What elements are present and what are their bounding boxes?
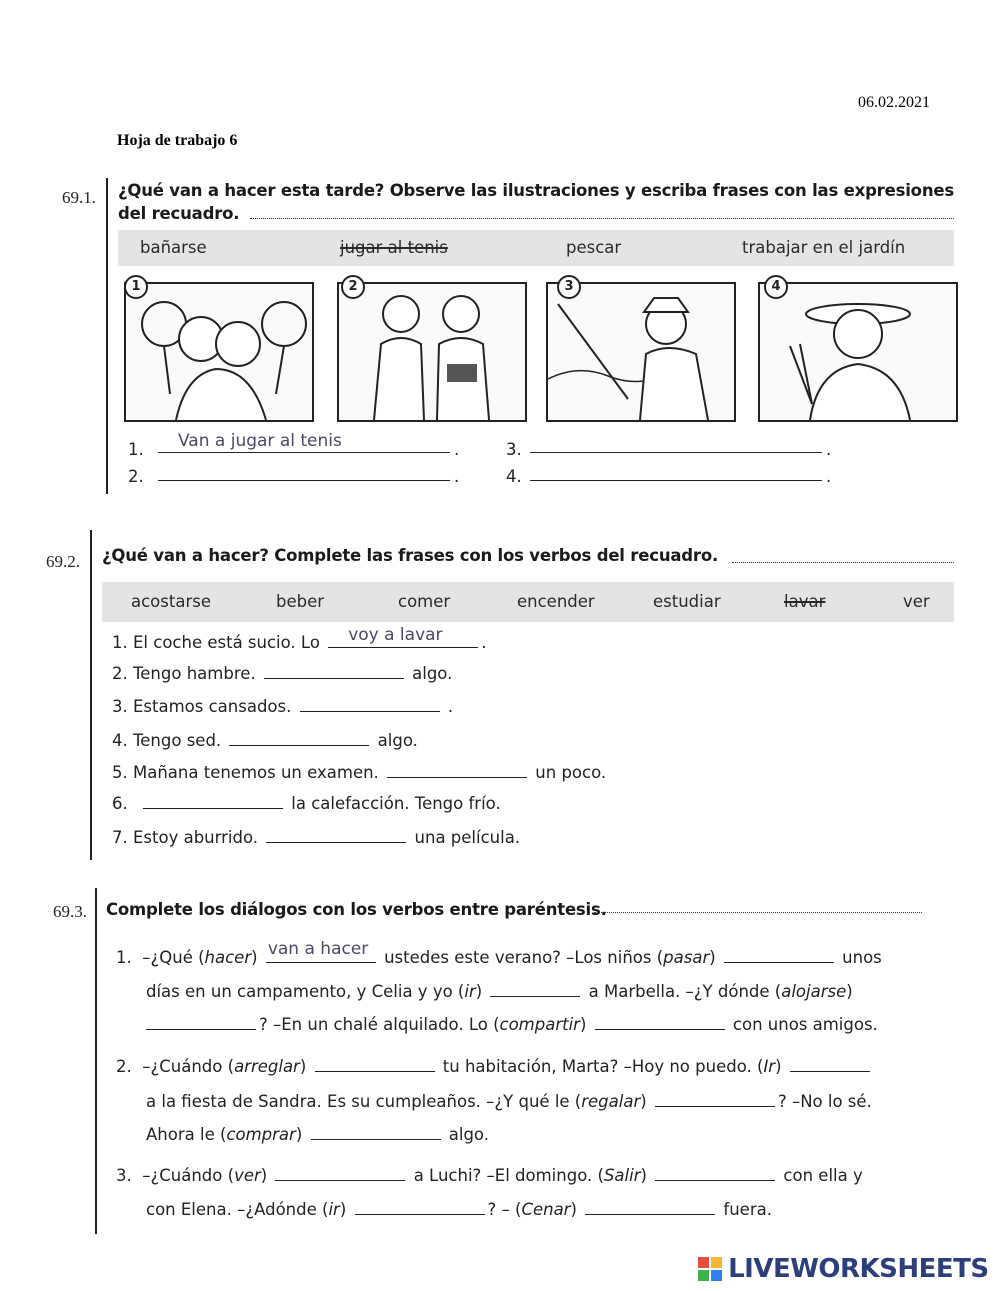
exercise-title: ¿Qué van a hacer? Complete las frases con los verbos del recuadro. bbox=[102, 546, 719, 565]
dialogue-text: ) bbox=[640, 1092, 647, 1111]
item-text: la calefacción. Tengo frío. bbox=[291, 794, 501, 813]
verb-hint: Salir bbox=[603, 1166, 641, 1185]
answer-input-3c[interactable] bbox=[355, 1200, 485, 1215]
item-number: 2. bbox=[116, 1057, 132, 1076]
item-number: 1. bbox=[128, 440, 144, 459]
verb-hint: hacer bbox=[204, 948, 252, 967]
item-text: Estamos cansados. bbox=[133, 697, 292, 716]
item-text: Tengo sed. bbox=[133, 731, 222, 750]
item-number: 3. bbox=[112, 697, 128, 716]
answer-input-1c[interactable] bbox=[490, 982, 580, 997]
title-dotted-rule bbox=[594, 912, 922, 913]
answer-input-4[interactable] bbox=[530, 480, 822, 481]
dialogue-text: con ella y bbox=[783, 1166, 863, 1185]
item-number: 6. bbox=[112, 794, 128, 813]
exercise-item bbox=[112, 664, 452, 684]
answer-input-1a[interactable] bbox=[266, 939, 376, 963]
item-number: 2. bbox=[112, 664, 128, 683]
dialogue-text: ) bbox=[775, 1057, 782, 1076]
dialogue-2-line-2 bbox=[146, 1092, 872, 1112]
dialogue-3-line-2 bbox=[146, 1200, 772, 1220]
answer-input-6[interactable] bbox=[143, 794, 283, 809]
answer-input-1d[interactable] bbox=[146, 1015, 256, 1030]
dialogue-text: ) bbox=[475, 982, 483, 1001]
item-text: algo. bbox=[412, 664, 453, 683]
word-item: acostarse bbox=[131, 592, 211, 611]
answer-text: voy a lavar bbox=[348, 625, 443, 645]
margin-rule bbox=[106, 178, 108, 494]
item-text: un poco. bbox=[535, 763, 607, 782]
word-item: encender bbox=[517, 592, 595, 611]
title-dotted-rule bbox=[732, 562, 954, 563]
answer-input-3b[interactable] bbox=[655, 1166, 775, 1181]
word-item: bañarse bbox=[140, 238, 207, 257]
answer-line bbox=[158, 452, 450, 453]
item-number: 3. bbox=[116, 1166, 132, 1185]
item-number: 7. bbox=[112, 828, 128, 847]
dialogue-text: Ahora le ( bbox=[146, 1125, 227, 1144]
word-item: trabajar en el jardín bbox=[742, 238, 906, 257]
dialogue-2-line-3 bbox=[146, 1125, 489, 1145]
dialogue-text: ) bbox=[570, 1200, 577, 1219]
exercise-title-line1: ¿Qué van a hacer esta tarde? Observe las ilustraciones y escriba frases con las expresiones bbox=[118, 181, 954, 200]
exercise-item bbox=[112, 763, 606, 783]
answer-input-2c[interactable] bbox=[655, 1092, 775, 1107]
answer-text: van a hacer bbox=[267, 939, 369, 959]
dialogue-text: ? –En un chalé alquilado. Lo ( bbox=[259, 1015, 500, 1034]
dialogue-text: ? – ( bbox=[487, 1200, 522, 1219]
item-text: algo. bbox=[377, 731, 418, 750]
dialogue-1-line-1 bbox=[116, 939, 882, 968]
answer-input-1e[interactable] bbox=[595, 1015, 725, 1030]
answer-input-3[interactable] bbox=[530, 452, 822, 453]
liveworksheets-logo bbox=[697, 1254, 989, 1284]
exercise-number: 69.2. bbox=[46, 552, 80, 571]
dialogue-1-line-3 bbox=[146, 1015, 878, 1035]
dialogue-text: a la fiesta de Sandra. Es su cumpleaños. –¿Y qué le ( bbox=[146, 1092, 582, 1111]
word-item: beber bbox=[276, 592, 325, 611]
word-item: pescar bbox=[566, 238, 622, 257]
period: . bbox=[826, 467, 832, 486]
answer-input-1[interactable] bbox=[328, 625, 478, 648]
dialogue-text: tu habitación, Marta? –Hoy no puedo. ( bbox=[442, 1057, 764, 1076]
illustration-gardening bbox=[758, 282, 958, 422]
dialogue-text: algo. bbox=[448, 1125, 489, 1144]
exercise-item bbox=[112, 731, 418, 751]
verb-hint: ver bbox=[234, 1166, 261, 1185]
margin-rule bbox=[95, 888, 97, 1234]
title-dotted-rule bbox=[250, 218, 954, 219]
exercise-item bbox=[112, 794, 501, 814]
exercise-number: 69.3. bbox=[53, 902, 87, 921]
gardener-icon bbox=[760, 284, 956, 420]
verb-hint: alojarse bbox=[781, 982, 847, 1001]
dialogue-text: unos bbox=[842, 948, 882, 967]
illustration-beach bbox=[337, 282, 527, 422]
period: . bbox=[454, 467, 460, 486]
dialogue-text: ? –No lo sé. bbox=[777, 1092, 872, 1111]
logo-squares-icon bbox=[697, 1256, 723, 1282]
dialogue-text: a Marbella. –¿Y dónde ( bbox=[588, 982, 782, 1001]
swimmers-icon bbox=[339, 284, 525, 420]
item-number: 1. bbox=[112, 633, 128, 652]
item-text: Mañana tenemos un examen. bbox=[133, 763, 379, 782]
item-number: 1. bbox=[116, 948, 132, 967]
item-text: El coche está sucio. Lo bbox=[133, 633, 320, 652]
item-number: 4. bbox=[506, 467, 522, 486]
verb-hint: Cenar bbox=[521, 1200, 571, 1219]
word-item: comer bbox=[398, 592, 451, 611]
answer-input-2a[interactable] bbox=[315, 1057, 435, 1072]
answer-input-3a[interactable] bbox=[275, 1166, 405, 1181]
exercise-number: 69.1. bbox=[62, 188, 96, 207]
answer-input-2[interactable] bbox=[264, 664, 404, 679]
period: . bbox=[454, 440, 460, 459]
illustration-tennis bbox=[124, 282, 314, 422]
item-number: 2. bbox=[128, 467, 144, 486]
dialogue-text: ) bbox=[846, 982, 853, 1001]
picture-number: 3 bbox=[557, 275, 581, 299]
dialogue-1-line-2 bbox=[146, 982, 853, 1002]
word-item-used: jugar al tenis bbox=[340, 238, 448, 257]
item-number: 5. bbox=[112, 763, 128, 782]
dialogue-text: ) bbox=[251, 948, 258, 967]
answer-input-3d[interactable] bbox=[585, 1200, 715, 1215]
dialogue-text: ) bbox=[299, 1057, 307, 1076]
answer-input-1[interactable]: Van a jugar al tenis bbox=[178, 431, 342, 451]
answer-input-1b[interactable] bbox=[724, 948, 834, 963]
word-item: estudiar bbox=[653, 592, 721, 611]
dialogue-text: –¿Cuándo ( bbox=[142, 1057, 235, 1076]
picture-number: 2 bbox=[341, 275, 365, 299]
verb-hint: ir bbox=[464, 982, 476, 1001]
verb-hint: arreglar bbox=[234, 1057, 300, 1076]
dialogue-text: ) bbox=[339, 1200, 347, 1219]
margin-rule bbox=[90, 530, 92, 860]
verb-hint: Ir bbox=[763, 1057, 776, 1076]
dialogue-text: a Luchi? –El domingo. ( bbox=[413, 1166, 604, 1185]
verb-hint: ir bbox=[328, 1200, 340, 1219]
dialogue-text: ) bbox=[579, 1015, 587, 1034]
picture-number: 1 bbox=[124, 275, 148, 299]
exercise-item bbox=[112, 697, 453, 717]
answer-input-5[interactable] bbox=[387, 763, 527, 778]
item-text: Estoy aburrido. bbox=[133, 828, 259, 847]
dialogue-text: –¿Cuándo ( bbox=[142, 1166, 235, 1185]
answer-input-2d[interactable] bbox=[311, 1125, 441, 1140]
worksheet-title: Hoja de trabajo 6 bbox=[117, 132, 238, 149]
verb-hint: compartir bbox=[499, 1015, 580, 1034]
answer-input-3[interactable] bbox=[300, 697, 440, 712]
exercise-item bbox=[112, 625, 487, 653]
dialogue-text: ) bbox=[709, 948, 716, 967]
item-text: Tengo hambre. bbox=[133, 664, 256, 683]
item-number: 3. bbox=[506, 440, 522, 459]
dialogue-2-line-1 bbox=[116, 1057, 873, 1077]
illustration-fishing bbox=[546, 282, 736, 422]
item-text: . bbox=[447, 697, 454, 716]
word-item-used: lavar bbox=[784, 592, 826, 611]
dialogue-text: –¿Qué ( bbox=[142, 948, 205, 967]
dialogue-text: con Elena. –¿Adónde ( bbox=[146, 1200, 329, 1219]
dialogue-3-line-1 bbox=[116, 1166, 863, 1186]
answer-input-7[interactable] bbox=[266, 828, 406, 843]
item-text: . bbox=[481, 633, 487, 652]
dialogue-text: ) bbox=[295, 1125, 303, 1144]
picture-number: 4 bbox=[764, 275, 788, 299]
answer-input-4[interactable] bbox=[229, 731, 369, 746]
dialogue-text: con unos amigos. bbox=[732, 1015, 878, 1034]
word-item: ver bbox=[903, 592, 930, 611]
period: . bbox=[826, 440, 832, 459]
exercise-title: Complete los diálogos con los verbos entre paréntesis. bbox=[106, 900, 607, 919]
answer-input-2b[interactable] bbox=[790, 1057, 870, 1072]
fisherman-icon bbox=[548, 284, 734, 420]
verb-hint: regalar bbox=[581, 1092, 641, 1111]
answer-input-2[interactable] bbox=[158, 480, 450, 481]
tennis-players-icon bbox=[126, 284, 312, 420]
logo-text: LIVEWORKSHEETS bbox=[728, 1254, 989, 1284]
dialogue-text: fuera. bbox=[723, 1200, 772, 1219]
dialogue-text: ) bbox=[260, 1166, 268, 1185]
dialogue-text: días en un campamento, y Celia y yo ( bbox=[146, 982, 465, 1001]
date: 06.02.2021 bbox=[858, 94, 930, 111]
exercise-item bbox=[112, 828, 520, 848]
dialogue-text: ustedes este verano? –Los niños ( bbox=[384, 948, 664, 967]
exercise-title-line2: del recuadro. bbox=[118, 204, 240, 223]
verb-hint: pasar bbox=[663, 948, 710, 967]
item-text: una película. bbox=[414, 828, 521, 847]
item-number: 4. bbox=[112, 731, 128, 750]
verb-hint: comprar bbox=[226, 1125, 296, 1144]
dialogue-text: ) bbox=[640, 1166, 647, 1185]
